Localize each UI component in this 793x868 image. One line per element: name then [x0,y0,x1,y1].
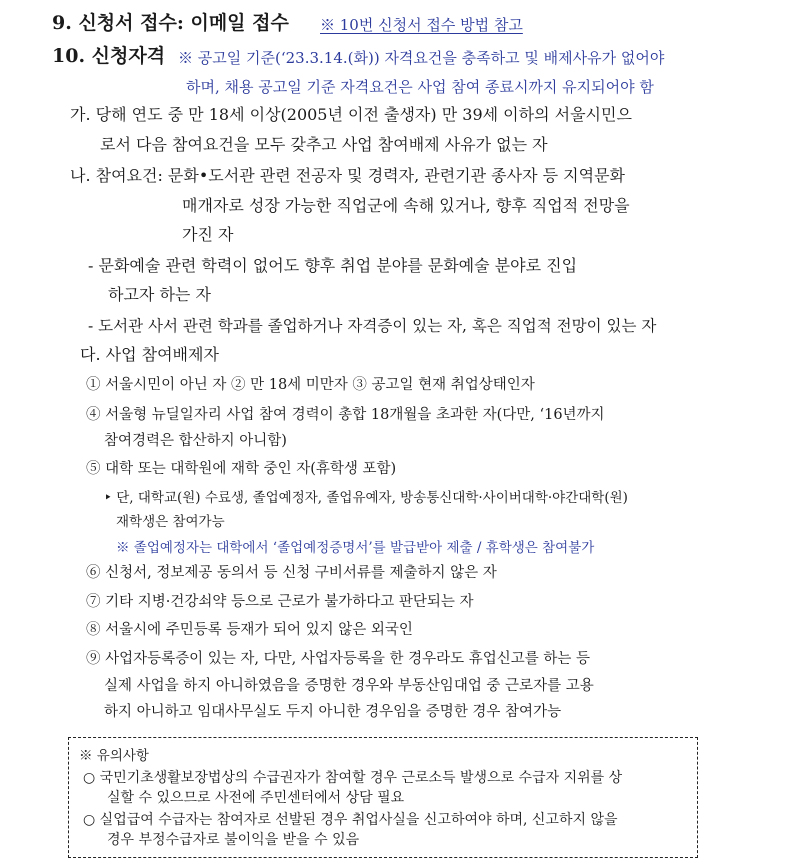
notice-bullet2-line1: ○ 실업급여 수급자는 참여자로 선발된 경우 취업사실을 신고하여야 하며, 신고하지 않을 [83,812,618,828]
exclusion-4-line2: 참여경력은 합산하지 아니함) [104,433,287,449]
exclusion-7: ⑦ 기타 지병·건강쇠약 등으로 근로가 불가하다고 판단되는 자 [86,594,474,610]
dash1-line2: 하고자 하는 자 [108,285,211,304]
section9-heading: 9. 신청서 접수: 이메일 접수 [52,12,289,34]
exclusion-1-2-3: ① 서울시민이 아닌 자 ② 만 18세 미만자 ③ 공고일 현재 취업상태인자 [86,377,535,393]
item-ga-line1: 가. 당해 연도 중 만 18세 이상(2005년 이전 출생자) 만 39세 이하의 서울시민으 [70,105,632,124]
section10-heading: 10. 신청자격 [52,45,166,67]
item-ga-line2: 로서 다음 참여요건을 모두 갖추고 사업 참여배제 사유가 없는 자 [100,135,548,154]
exclusion-9-line3: 하지 아니하고 임대사무실도 두지 아니한 경우임을 증명한 경우 참여가능 [104,704,562,720]
notice-title: ※ 유의사항 [79,748,149,764]
notice-bullet1-line2: 실할 수 있으므로 사전에 주민센터에서 상담 필요 [107,790,405,806]
item-na-line3: 가진 자 [182,225,234,244]
exclusion-4-line1: ④ 서울형 뉴딜일자리 사업 참여 경력이 총합 18개월을 초과한 자(다만, ‘16년까지 [86,407,605,423]
notice-bullet2-line2: 경우 부정수급자로 불이익을 받을 수 있음 [107,832,360,848]
exclusion-5-sub-line1: ‣ 단, 대학교(원) 수료생, 졸업예정자, 졸업유예자, 방송통신대학·사이버대학·야간대학(원) [104,490,628,506]
exclusion-5-note: ※ 졸업예정자는 대학에서 ‘졸업예정증명서’를 발급받아 제출 / 휴학생은 참여불가 [116,540,595,556]
exclusion-9-line2: 실제 사업을 하지 아니하였음을 증명한 경우와 부동산임대업 중 근로자를 고용 [104,678,594,694]
exclusion-9-line1: ⑨ 사업자등록증이 있는 자, 다만, 사업자등록을 한 경우라도 휴업신고를 하는 등 [86,651,591,667]
item-da-heading: 다. 사업 참여배제자 [80,345,219,364]
exclusion-6: ⑥ 신청서, 정보제공 동의서 등 신청 구비서류를 제출하지 않은 자 [86,565,497,581]
section10-note-line2: 하며, 채용 공고일 기준 자격요건은 사업 참여 종료시까지 유지되어야 함 [186,78,654,96]
exclusion-8: ⑧ 서울시에 주민등록 등재가 되어 있지 않은 외국인 [86,622,413,638]
exclusion-5: ⑤ 대학 또는 대학원에 재학 중인 자(휴학생 포함) [86,461,397,477]
exclusion-5-sub-line2: 재학생은 참여가능 [116,514,225,530]
section9-note: ※ 10번 신청서 접수 방법 참고 [320,16,523,34]
dash1-line1: - 문화예술 관련 학력이 없어도 향후 취업 분야를 문화예술 분야로 진입 [88,256,578,275]
notice-bullet1-line1: ○ 국민기초생활보장법상의 수급권자가 참여할 경우 근로소득 발생으로 수급자 지위를 상 [83,770,623,786]
notice-box [68,737,698,858]
item-na-line1: 나. 참여요건: 문화•도서관 관련 전공자 및 경력자, 관련기관 종사자 등 지역문화 [70,166,625,185]
item-na-line2: 매개자로 성장 가능한 직업군에 속해 있거나, 향후 직업적 전망을 [182,196,630,215]
section10-note-line1: ※ 공고일 기준(‘23.3.14.(화)) 자격요건을 충족하고 및 배제사유가 없어야 [178,49,665,67]
dash2: - 도서관 사서 관련 학과를 졸업하거나 자격증이 있는 자, 혹은 직업적 전망이 있는 자 [88,317,657,335]
